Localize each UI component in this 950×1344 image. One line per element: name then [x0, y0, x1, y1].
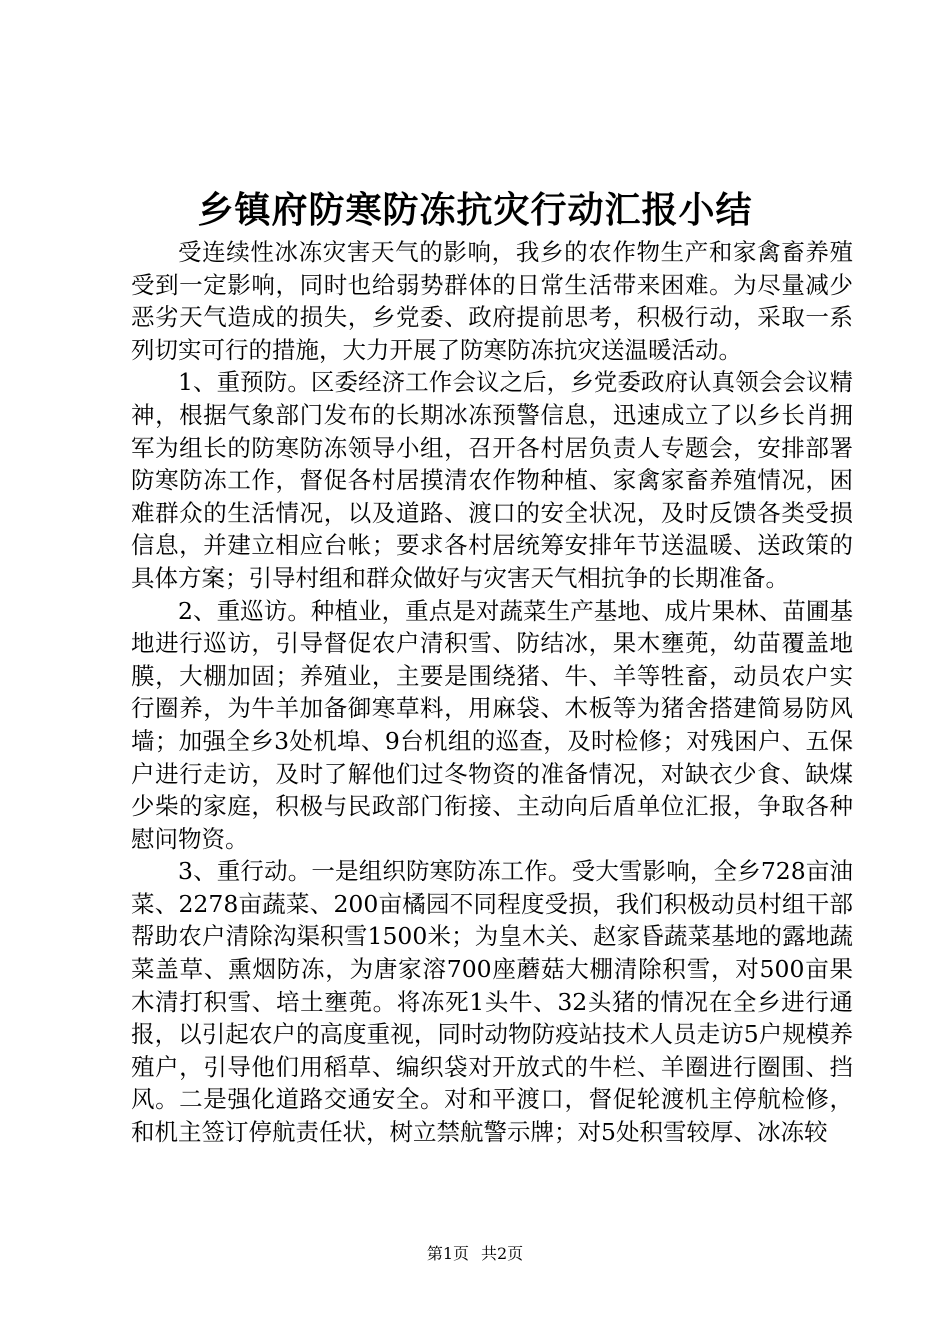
page-footer — [0, 1243, 950, 1265]
paragraph-prevention: 1、重预防。区委经济工作会议之后，乡党委政府认真领会会议精神，根据气象部门发布的长期冰冻预警信息，迅速成立了以乡长肖拥军为组长的防寒防冻领导小组，召开各村居负责人专题会，安排部署防寒防冻工作，督促各村居摸清农作物种植、家禽家畜养殖情况，困难群众的生活情况，以及道路、渡口的安全状况，及时反馈各类受损信息，并建立相应台帐；要求各村居统筹安排年节送温暖、送政策的具体方案；引导村组和群众做好与灾害天气相抗争的长期准备。 — [131, 368, 853, 592]
page-number: 第1页 — [426, 1244, 469, 1263]
document-title: 乡镇府防寒防冻抗灾行动汇报小结 — [197, 189, 753, 231]
paragraph-action: 3、重行动。一是组织防寒防冻工作。受大雪影响，全乡728亩油菜、2278亩蔬菜、200亩橘园不同程度受损，我们积极动员村组干部帮助农户清除沟渠积雪1500米；为皇木关、赵家昏蔬菜基地的露地蔬菜盖草、熏烟防冻，为唐家溶700座蘑菇大棚清除积雪，对500亩果木清打积雪、培土壅蔸。将冻死1头牛、32头猪的情况在全乡进行通报，以引起农户的高度重视，同时动物防疫站技术人员走访5户规模养殖户，引导他们用稻草、编织袋对开放式的牛栏、羊圈进行圈围、挡风。二是强化道路交通安全。对和平渡口，督促轮渡机主停航检修，和机主签订停航责任状，树立禁航警示牌；对5处积雪较厚、冰冻较 — [131, 857, 853, 1147]
document-body — [131, 236, 853, 1149]
page-total: 共2页 — [481, 1244, 524, 1263]
paragraph-inspection: 2、重巡访。种植业，重点是对蔬菜生产基地、成片果林、苗圃基地进行巡访，引导督促农户清积雪、防结冰，果木壅蔸，幼苗覆盖地膜，大棚加固；养殖业，主要是围绕猪、牛、羊等牲畜，动员农户实行圈养，为牛羊加备御寒草料，用麻袋、木板等为猪舍搭建简易防风墙；加强全乡3处机埠、9台机组的巡查，及时检修；对残困户、五保户进行走访，及时了解他们过冬物资的准备情况，对缺衣少食、缺煤少柴的家庭，积极与民政部门衔接、主动向后盾单位汇报，争取各种慰问物资。 — [131, 596, 853, 853]
paragraph-intro: 受连续性冰冻灾害天气的影响，我乡的农作物生产和家禽畜养殖受到一定影响，同时也给弱势群体的日常生活带来困难。为尽量减少恶劣天气造成的损失，乡党委、政府提前思考，积极行动，采取一系列切实可行的措施，大力开展了防寒防冻抗灾送温暖活动。 — [131, 238, 853, 364]
